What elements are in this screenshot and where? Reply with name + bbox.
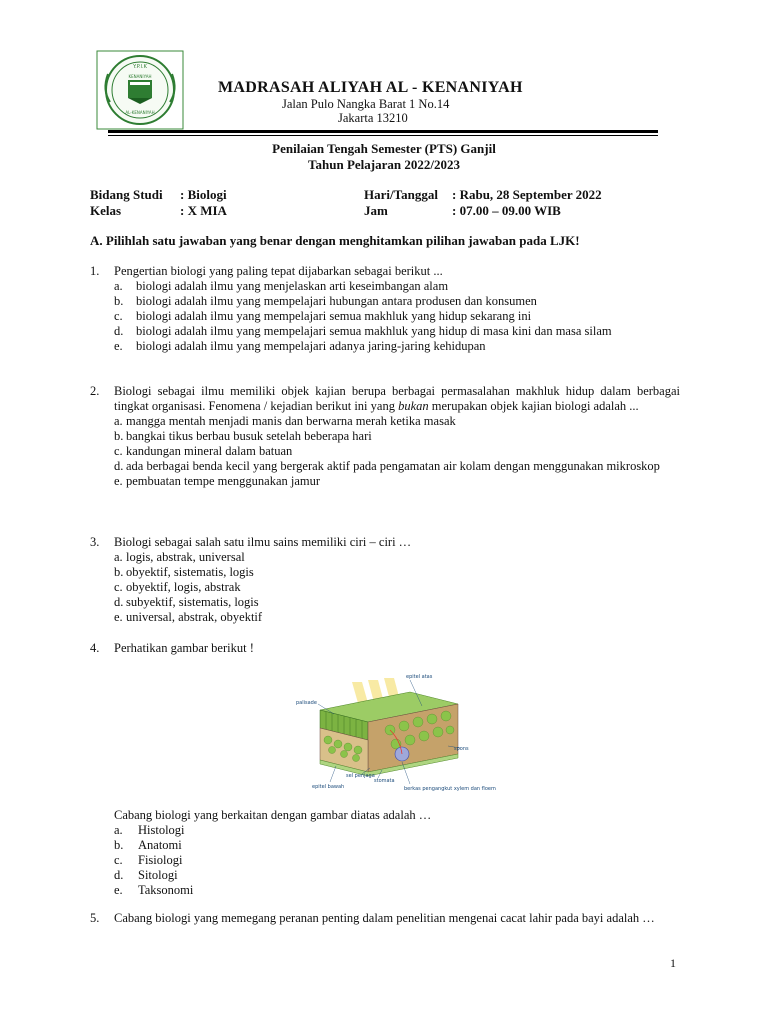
question-number: 4.	[90, 641, 100, 655]
time-value: : 07.00 – 09.00 WIB	[452, 203, 561, 218]
option-c: c. biologi adalah ilmu yang mempelajari semua makhluk yang hidup sekarang ini	[114, 309, 532, 323]
option-d: d. subyektif, sistematis, logis	[114, 595, 259, 609]
option-d: d. Sitologi	[114, 868, 178, 882]
question-number: 5.	[90, 911, 100, 925]
question-2	[90, 384, 680, 489]
subject-value: : Biologi	[180, 187, 227, 202]
question-3	[90, 535, 680, 625]
option-c: c. kandungan mineral dalam batuan	[114, 444, 293, 458]
svg-text:Y.P.I.K: Y.P.I.K	[133, 64, 147, 70]
school-logo	[96, 50, 184, 130]
option-d: d. ada berbagai benda kecil yang bergerak aktif pada pengamatan air kolam dengan menggunakan mikroskop	[114, 459, 660, 473]
svg-text:palisade: palisade	[296, 700, 317, 706]
school-address: Jalan Pulo Nangka Barat 1 No.14	[282, 97, 450, 111]
section-instruction: A. Pilihlah satu jawaban yang benar dengan menghitamkan pilihan jawaban pada LJK!	[90, 233, 580, 248]
class-label: Kelas	[90, 203, 122, 218]
option-a: a. mangga mentah menjadi manis dan berwarna merah ketika masak	[114, 414, 456, 428]
svg-text:berkas pengangkut xylem dan fl: berkas pengangkut xylem dan floem	[404, 786, 496, 792]
option-c: c. Fisiologi	[114, 853, 183, 867]
date-value: : Rabu, 28 September 2022	[452, 187, 602, 202]
question-stem: Cabang biologi yang berkaitan dengan gambar diatas adalah …	[114, 808, 432, 822]
svg-text:epitel atas: epitel atas	[406, 674, 433, 680]
leaf-cross-section-figure	[290, 670, 496, 798]
exam-year: Tahun Pelajaran 2022/2023	[308, 157, 460, 172]
svg-text:AL-KENANIYAH: AL-KENANIYAH	[125, 110, 155, 115]
subject-label: Bidang Studi	[90, 187, 163, 202]
question-5	[90, 911, 680, 926]
question-1	[90, 264, 680, 354]
question-stem: Biologi sebagai ilmu memiliki objek kajian berupa berbagai permasalahan makhluk hidup dalam berbagai tingkat organisasi. Fenomena / kejadian berikut ini yang bukan merupakan objek kajian biologi adalah ...	[114, 384, 680, 413]
question-stem: Cabang biologi yang memegang peranan penting dalam penelitian mengenai cacat lahir pada bayi adalah …	[114, 911, 655, 925]
svg-text:stomata: stomata	[374, 778, 395, 784]
question-stem: Perhatikan gambar berikut !	[114, 641, 254, 655]
svg-text:sel penjaga: sel penjaga	[346, 773, 375, 779]
option-b: b. biologi adalah ilmu yang mempelajari hubungan antara produsen dan konsumen	[114, 294, 537, 308]
exam-title: Penilaian Tengah Semester (PTS) Ganjil	[272, 141, 496, 156]
question-stem: Biologi sebagai salah satu ilmu sains memiliki ciri – ciri …	[114, 535, 412, 549]
date-label: Hari/Tanggal	[364, 187, 438, 202]
svg-text:epitel bawah: epitel bawah	[312, 784, 345, 790]
header-divider	[108, 130, 658, 133]
option-e: e. pembuatan tempe menggunakan jamur	[114, 474, 321, 488]
option-e: e. universal, abstrak, obyektif	[114, 610, 263, 624]
question-4	[90, 641, 680, 656]
class-value: : X MIA	[180, 203, 227, 218]
option-b: b. obyektif, sistematis, logis	[114, 565, 254, 579]
option-a: a. Histologi	[114, 823, 185, 837]
header-divider-thin	[108, 135, 658, 136]
option-e: e. Taksonomi	[114, 883, 194, 897]
option-d: d. biologi adalah ilmu yang mempelajari semua makhluk yang hidup di masa kini dan masa silam	[114, 324, 612, 338]
svg-text:KENANIYAH: KENANIYAH	[128, 74, 152, 79]
option-a: a. biologi adalah ilmu yang menjelaskan arti keseimbangan alam	[114, 279, 449, 293]
question-4-substem	[114, 808, 674, 898]
question-stem: Pengertian biologi yang paling tepat dijabarkan sebagai berikut ...	[114, 264, 443, 278]
svg-text:spons: spons	[454, 746, 469, 752]
question-number: 1.	[90, 264, 100, 278]
option-b: b. bangkai tikus berbau busuk setelah beberapa hari	[114, 429, 372, 443]
school-city: Jakarta 13210	[338, 111, 408, 125]
option-e: e. biologi adalah ilmu yang mempelajari adanya jaring-jaring kehidupan	[114, 339, 486, 353]
option-c: c. obyektif, logis, abstrak	[114, 580, 241, 594]
question-number: 3.	[90, 535, 100, 549]
page-number: 1	[670, 956, 676, 970]
option-b: b. Anatomi	[114, 838, 182, 852]
option-a: a. logis, abstrak, universal	[114, 550, 245, 564]
school-name: MADRASAH ALIYAH AL - KENANIYAH	[218, 79, 523, 96]
question-number: 2.	[90, 384, 100, 398]
time-label: Jam	[364, 203, 388, 218]
